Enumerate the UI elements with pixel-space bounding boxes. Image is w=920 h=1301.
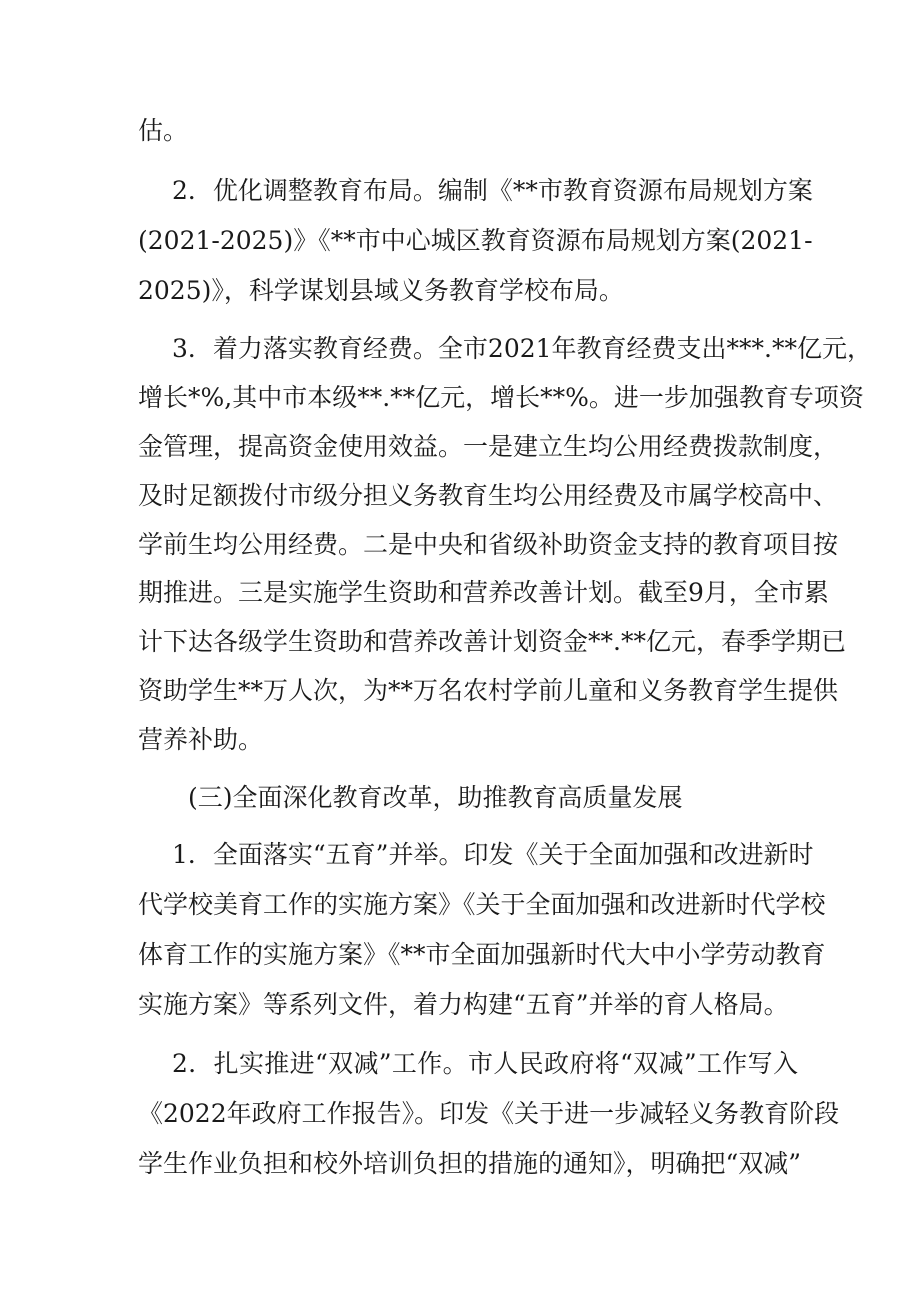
paragraph-line: 1．全面落实“五育”并举。印发《关于全面加强和改进新时 [172,840,814,869]
section-heading: (三)全面深化教育改革，助推教育高质量发展 [188,783,683,812]
paragraph-line: 《2022年政府工作报告》。印发《关于进一步减轻义务教育阶段 [138,1099,840,1128]
paragraph-line: 学前生均公用经费。二是中央和省级补助资金支持的教育项目按 [138,530,839,559]
paragraph-line: 营养补助。 [138,725,264,754]
paragraph-line: 2．扎实推进“双减”工作。市人民政府将“双减”工作写入 [172,1049,798,1078]
paragraph-line: 增长*%,其中市本级**.**亿元，增长**%。进一步加强教育专项资 [138,383,864,412]
paragraph-line: 3．着力落实教育经费。全市2021年教育经费支出***.**亿元， [172,334,872,363]
paragraph-line: 2．优化调整教育布局。编制《**市教育资源布局规划方案 [172,176,813,205]
paragraph-line: 估。 [138,116,189,145]
paragraph-line: 学生作业负担和校外培训负担的措施的通知》，明确把“双减” [138,1149,802,1178]
paragraph-line: 2025)》，科学谋划县域义务教育学校布局。 [138,276,624,305]
paragraph-line: 期推进。三是实施学生资助和营养改善计划。截至9月，全市累 [138,578,829,607]
paragraph-line: 计下达各级学生资助和营养改善计划资金**.**亿元，春季学期已 [138,627,846,656]
paragraph-line: 资助学生**万人次，为**万名农村学前儿童和义务教育学生提供 [138,676,839,705]
paragraph-line: 及时足额拨付市级分担义务教育生均公用经费及市属学校高中、 [138,481,839,510]
paragraph-line: 实施方案》等系列文件，着力构建“五育”并举的育人格局。 [138,990,789,1019]
paragraph-line: 体育工作的实施方案》《**市全面加强新时代大中小学劳动教育 [138,940,826,969]
paragraph-line: (2021-2025)》《**市中心城区教育资源布局规划方案(2021- [138,226,813,255]
paragraph-line: 金管理，提高资金使用效益。一是建立生均公用经费拨款制度， [138,432,839,461]
paragraph-line: 代学校美育工作的实施方案》《关于全面加强和改进新时代学校 [138,890,826,919]
